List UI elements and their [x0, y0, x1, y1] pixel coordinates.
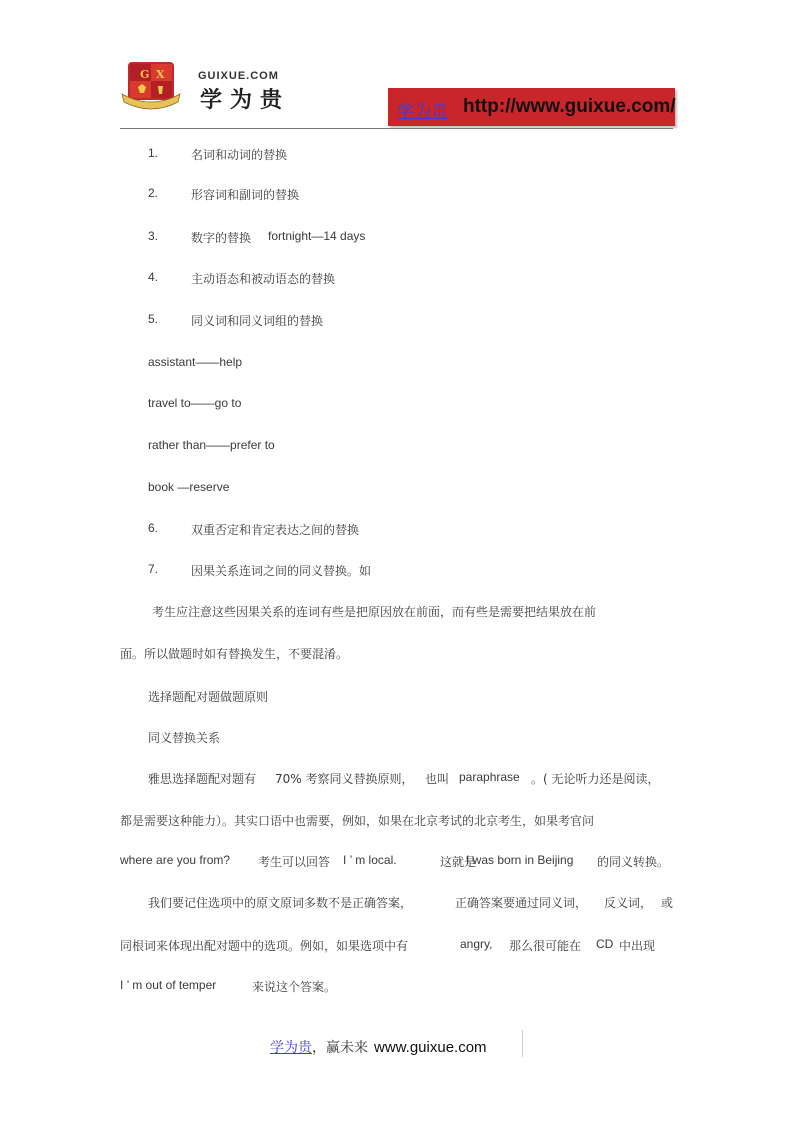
- paragraph-fragment: 的同义转换。: [597, 855, 670, 869]
- list-number: 2.: [148, 186, 159, 200]
- synonym-pair: assistant——help: [148, 355, 243, 369]
- paragraph-line: 考生应注意这些因果关系的连词有些是把原因放在前面，而有些是需要把结果放在前: [152, 605, 597, 619]
- paragraph-fragment: 反义词，: [604, 896, 653, 910]
- synonym-pair: book —reserve: [148, 480, 230, 494]
- paragraph-fragment: 同根词来体现出配对题中的选项。例如，如果选项中有: [120, 939, 409, 953]
- list-number: 5.: [148, 312, 159, 326]
- list-item-example: fortnight—14 days: [268, 229, 366, 243]
- list-item-text: 双重否定和肯定表达之间的替换: [191, 523, 360, 537]
- synonym-pair: rather than——prefer to: [148, 438, 275, 452]
- paragraph-fragment: 中出现: [619, 939, 656, 953]
- paragraph-fragment: 70% 考察同义替换原则，: [275, 772, 414, 786]
- paragraph-line: 都是需要这种能力）。其实口语中也需要，例如，如果在北京考试的北京考生，如果考官问: [120, 814, 595, 828]
- list-item-text: 同义词和同义词组的替换: [191, 314, 324, 328]
- section-subheading: 同义替换关系: [148, 731, 221, 745]
- banner-brand-link[interactable]: 学为贵: [397, 102, 448, 122]
- brand-latin-name: GUIXUE.COM: [198, 70, 279, 82]
- footer-slogan: ，赢未来: [312, 1040, 368, 1056]
- paragraph-fragment: 或: [661, 896, 674, 910]
- paragraph-fragment: 正确答案要通过同义词，: [455, 896, 588, 910]
- list-number: 7.: [148, 562, 159, 576]
- svg-text:G: G: [140, 68, 150, 81]
- list-number: 4.: [148, 270, 159, 284]
- paragraph-fragment: paraphrase: [459, 770, 520, 784]
- paragraph-fragment: 。( 无论听力还是阅读，: [531, 772, 660, 786]
- paragraph-fragment: where are you from?: [120, 853, 231, 867]
- paragraph-line: 面。所以做题时如有替换发生，不要混淆。: [120, 647, 349, 661]
- synonym-pair: travel to——go to: [148, 396, 242, 410]
- list-item-text: 因果关系连词之间的同义替换。如: [191, 564, 372, 578]
- paragraph-fragment: 来说这个答案。: [252, 980, 337, 994]
- list-number: 3.: [148, 229, 159, 243]
- guixue-logo-crest-icon: [120, 60, 182, 112]
- paragraph-fragment: I was born in Beijing: [466, 853, 574, 867]
- paragraph-fragment: CD: [596, 937, 614, 951]
- paragraph-fragment: 也叫: [425, 772, 450, 786]
- paragraph-fragment: angry,: [460, 937, 493, 951]
- footer-brand-link[interactable]: 学为贵: [270, 1040, 312, 1056]
- paragraph-fragment: 我们要记住选项中的原文原词多数不是正确答案，: [148, 896, 413, 910]
- page-footer: [270, 1037, 487, 1057]
- paragraph-fragment: I ’ m local.: [343, 853, 397, 867]
- list-number: 6.: [148, 521, 159, 535]
- list-item-text: 主动语态和被动语态的替换: [191, 272, 336, 286]
- paragraph-fragment: 考生可以回答: [258, 855, 331, 869]
- list-number: 1.: [148, 146, 159, 160]
- paragraph-fragment: 那么很可能在: [509, 939, 582, 953]
- footer-divider: [522, 1030, 523, 1057]
- paragraph-fragment: I ’ m out of temper: [120, 978, 217, 992]
- brand-chinese-name: 学为贵: [200, 88, 291, 113]
- header-divider: [120, 128, 673, 129]
- banner-url-link[interactable]: http://www.guixue.com/: [463, 96, 676, 117]
- paragraph-fragment: 这就是: [440, 855, 477, 869]
- footer-url[interactable]: www.guixue.com: [374, 1039, 487, 1056]
- paragraph-fragment: 雅思选择题配对题有: [148, 772, 257, 786]
- list-item-text: 数字的替换: [191, 231, 252, 245]
- section-heading: 选择题配对题做题原则: [148, 690, 269, 704]
- list-item-text: 形容词和副词的替换: [191, 188, 300, 202]
- svg-text:X: X: [156, 68, 165, 81]
- url-banner[interactable]: [388, 88, 675, 126]
- list-item-text: 名词和动词的替换: [191, 148, 288, 162]
